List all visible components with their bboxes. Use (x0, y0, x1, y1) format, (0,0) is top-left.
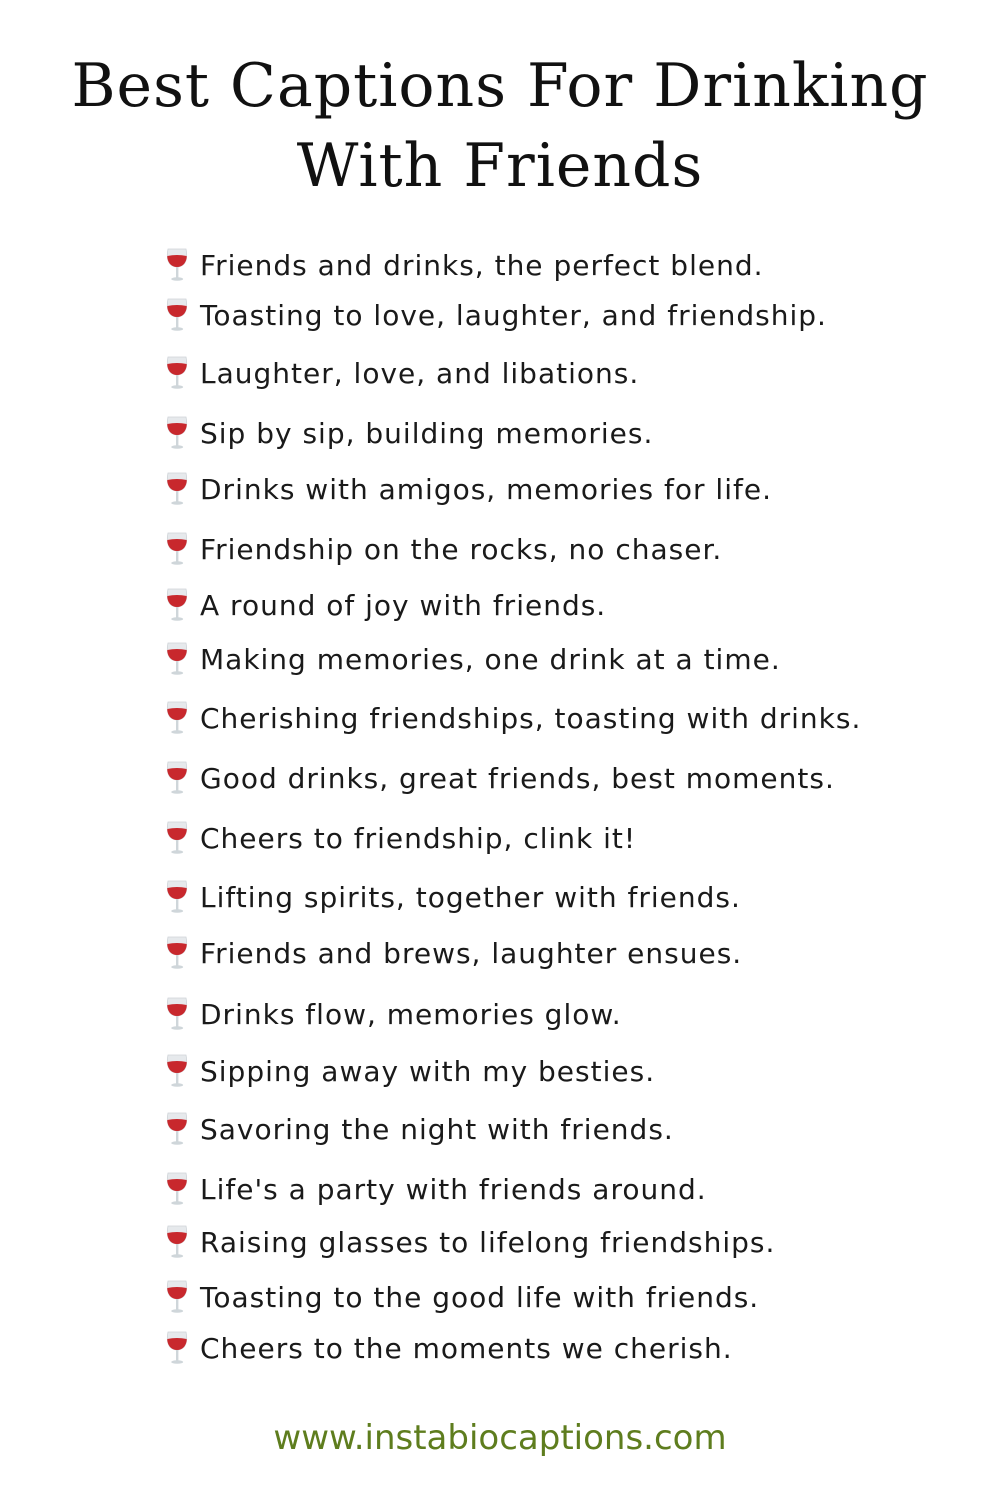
caption-text: Cheers to friendship, clink it! (200, 821, 637, 855)
caption-text: A round of joy with friends. (200, 588, 607, 622)
wine-glass-icon (164, 531, 190, 567)
caption-item (164, 469, 772, 509)
wine-glass-icon (164, 587, 190, 623)
caption-text: Cherishing friendships, toasting with drinks. (200, 701, 862, 735)
caption-text: Friendship on the rocks, no chaser. (200, 532, 723, 566)
caption-text: Good drinks, great friends, best moments. (200, 761, 835, 795)
wine-glass-icon (164, 820, 190, 856)
caption-text: Friends and brews, laughter ensues. (200, 936, 743, 970)
caption-item (164, 1109, 674, 1149)
caption-item (164, 245, 764, 285)
wine-glass-icon (164, 996, 190, 1032)
caption-text: Raising glasses to lifelong friendships. (200, 1225, 776, 1259)
caption-text: Toasting to love, laughter, and friendship. (200, 298, 827, 332)
wine-glass-icon (164, 879, 190, 915)
caption-item (164, 1051, 655, 1091)
wine-glass-icon (164, 1171, 190, 1207)
caption-text: Drinks flow, memories glow. (200, 997, 622, 1031)
page-title-line-2: With Friends (296, 131, 704, 201)
caption-item (164, 1277, 759, 1317)
wine-glass-icon (164, 641, 190, 677)
caption-item (164, 698, 861, 738)
caption-text: Toasting to the good life with friends. (200, 1280, 760, 1314)
wine-glass-icon (164, 1330, 190, 1366)
wine-glass-icon (164, 935, 190, 971)
caption-text: Making memories, one drink at a time. (200, 642, 781, 676)
caption-item (164, 758, 835, 798)
page-title-line-1: Best Captions For Drinking (71, 51, 929, 121)
caption-text: Sipping away with my besties. (200, 1054, 656, 1088)
wine-glass-icon (164, 471, 190, 507)
wine-glass-icon (164, 760, 190, 796)
caption-item (164, 877, 741, 917)
caption-item (164, 994, 622, 1034)
wine-glass-icon (164, 1111, 190, 1147)
wine-glass-icon (164, 415, 190, 451)
caption-text: Cheers to the moments we cherish. (200, 1331, 733, 1365)
caption-item (164, 529, 722, 569)
caption-item (164, 353, 639, 393)
wine-glass-icon (164, 1224, 190, 1260)
caption-text: Lifting spirits, together with friends. (200, 880, 741, 914)
caption-text: Drinks with amigos, memories for life. (200, 472, 772, 506)
wine-glass-icon (164, 297, 190, 333)
caption-item (164, 818, 636, 858)
caption-text: Friends and drinks, the perfect blend. (200, 248, 764, 282)
caption-text: Savoring the night with friends. (200, 1112, 674, 1146)
caption-text: Laughter, love, and libations. (200, 356, 640, 390)
wine-glass-icon (164, 355, 190, 391)
caption-item (164, 1328, 733, 1368)
caption-text: Life's a party with friends around. (200, 1172, 707, 1206)
caption-item (164, 1222, 775, 1262)
caption-item (164, 1169, 707, 1209)
caption-item (164, 413, 653, 453)
website-url[interactable]: www.instabiocaptions.com (273, 1418, 727, 1458)
caption-item (164, 933, 742, 973)
wine-glass-icon (164, 700, 190, 736)
wine-glass-icon (164, 247, 190, 283)
caption-item (164, 585, 606, 625)
caption-item (164, 295, 827, 335)
caption-item (164, 639, 781, 679)
caption-text: Sip by sip, building memories. (200, 416, 654, 450)
wine-glass-icon (164, 1053, 190, 1089)
wine-glass-icon (164, 1279, 190, 1315)
